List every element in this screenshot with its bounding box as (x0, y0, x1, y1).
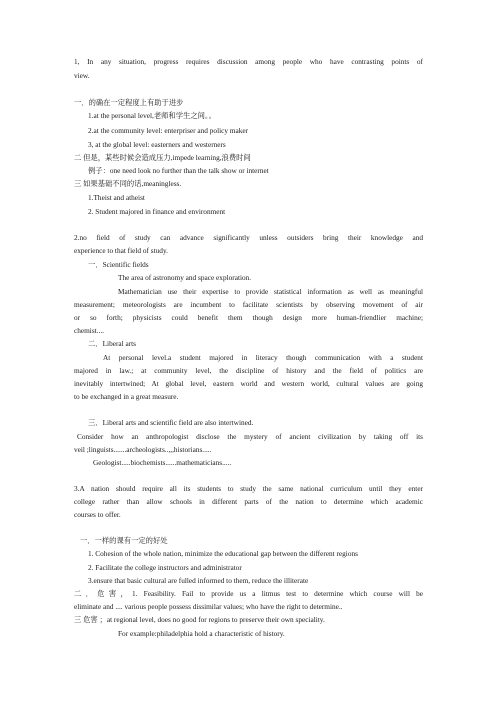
paragraph-line: or so forth; physicists could benefit them though design more human-friendlier machine; (74, 313, 423, 322)
essay-1-prompt-cont: view. (74, 71, 90, 80)
outline-heading: 一．一样的课有一定的好处 (80, 536, 168, 545)
paragraph-line: At personal level.a student majored in literacy though communication with a student (103, 353, 423, 362)
paragraph-line: veil ;linguists.......archeologists..,,,historians..... (74, 445, 212, 454)
essay-3-prompt-cont: college rather than allow schools in different parts of the nation to determine which academic (74, 497, 423, 506)
outline-heading: 一．Scientific fields (88, 260, 149, 269)
outline-item: The area of astronomy and space exploration. (118, 273, 252, 282)
essay-3-prompt: 3.A nation should require all its students to study the same national curriculum until they enter (74, 484, 423, 493)
outline-heading: 二．Liberal arts (88, 339, 137, 348)
outline-item: 1. Cohesion of the whole nation, minimize the educational gap between the different regions (88, 549, 358, 558)
outline-item: 1.at the personal level,老师和学生之间。。 (88, 111, 216, 120)
paragraph-line: For example:philadelphia hold a characteristic of history. (118, 629, 285, 638)
paragraph-line: Consider how an anthropologist disclose the mystery of ancient civilization by taking off its (77, 432, 423, 441)
outline-item: 3.ensure that basic cultural are fulled informed to them, reduce the illiterate (88, 576, 309, 585)
outline-heading: 一．的确在一定程度上有助于进步 (74, 98, 184, 107)
outline-heading: 三 如果基础不同的话,meaningless. (74, 179, 182, 188)
outline-item: 例子：one need look no further than the talk show or internet (88, 166, 269, 175)
paragraph-line: measurement; meteorologists are incumbent to facilitate scientists by observing movement of air (74, 300, 423, 309)
essay-1-prompt: 1, In any situation, progress requires discussion among people who have contrasting points of (74, 57, 423, 66)
paragraph-line: Mathematician use their expertise to provide statistical information as well as meaningful (118, 287, 423, 296)
paragraph-line: eliminate and .... various people possess dissimilar values; who have the right to determine.. (74, 602, 343, 611)
outline-item: 2.at the community level: enterpriser and policy maker (88, 126, 249, 135)
paragraph-line: inevitably intertwined; At global level, eastern world and western world, cultural values are going (74, 379, 423, 388)
paragraph-line: majored in law.; at community level, the discipline of history and the field of politics are (74, 366, 423, 375)
outline-item: 2. Facilitate the college instructors and administrator (88, 563, 242, 572)
outline-heading: 二．危害，1. Feasibility. Fail to provide us a litmus test to determine which course will be (74, 589, 423, 598)
paragraph-line: Geologist.....biochemists......mathematicians..... (93, 458, 232, 467)
essay-3-prompt-cont: courses to offer. (74, 510, 121, 519)
outline-heading: 三 危害 ；at regional level, does no good for regions to preserve their own speciality. (74, 615, 325, 624)
outline-item: 1.Theist and atheist (88, 193, 145, 202)
outline-item: 3, at the global level: easterners and westerners (88, 140, 226, 149)
outline-heading: 三．Liberal arts and scientific field are also intertwined. (88, 418, 254, 427)
paragraph-line: chemist.... (74, 326, 104, 335)
outline-item: 2. Student majored in finance and environment (88, 207, 226, 216)
essay-2-prompt-cont: experience to that field of study. (74, 246, 168, 255)
essay-2-prompt: 2.no field of study can advance significantly unless outsiders bring their knowledge and (74, 233, 423, 242)
paragraph-line: to be exchanged in a great measure. (74, 392, 179, 401)
outline-heading: 二 但是，某些时候会造成压力,impede learning,浪费时间 (74, 153, 251, 162)
